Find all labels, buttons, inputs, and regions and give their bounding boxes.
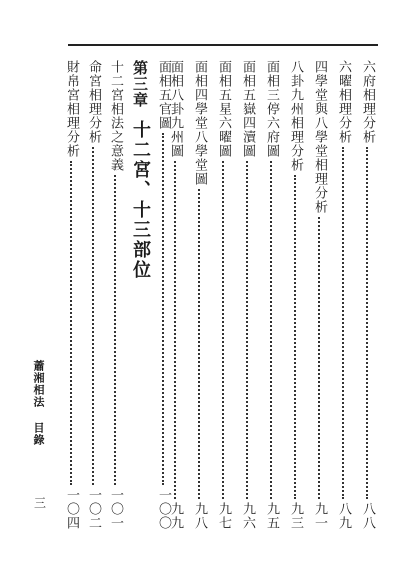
toc-entry-page: 八八 [360,502,375,530]
toc-entry[interactable] [284,60,306,530]
toc-entry-label: 面相五星六曜圖 [216,60,231,158]
toc-entry-page: 九九 [168,502,183,530]
toc-entry[interactable] [308,60,330,530]
toc-entry-label: 面相五嶽四瀆圖 [240,60,255,158]
toc-entry[interactable] [104,60,126,530]
toc-entry-page: 九八 [192,502,207,530]
toc-leader [70,161,72,485]
toc-entry-page: 一〇二 [86,488,101,530]
chapter-title: 十二宮、十三部位 [130,120,151,280]
folio-number: 三 [34,496,47,510]
running-head-book: 蕭湘相法 [32,360,45,408]
toc-entry-page: 九六 [240,502,255,530]
toc-leader [92,147,94,485]
header-rule [68,44,378,46]
toc-entry[interactable] [188,60,210,530]
toc-leader [342,147,344,499]
toc-entry[interactable] [152,60,174,530]
toc-entry[interactable] [82,60,104,530]
toc-entry-label: 面相三停六府圖 [264,60,279,158]
toc-entry[interactable] [212,60,234,530]
toc-entry-label: 財帛宮相理分析 [64,60,79,158]
toc-entry-label: 面相四學堂八學堂圖 [192,60,207,186]
toc-leader [198,189,200,499]
toc-entry-label: 六府相理分析 [360,60,375,144]
toc-entry-page: 九一 [312,502,327,530]
toc-leader [270,161,272,499]
toc-leader [366,147,368,499]
toc-entry-label: 十二宮相法之意義 [108,60,123,172]
toc-entry-page: 一〇〇 [156,488,171,530]
toc-entry-label: 面相八卦九州圖 [168,60,183,158]
toc-entry[interactable] [332,60,354,530]
toc-entry-page: 九五 [264,502,279,530]
toc-entry[interactable] [260,60,282,530]
toc-entry[interactable] [60,60,82,530]
toc-entry[interactable] [356,60,378,530]
toc-entry-page: 八九 [336,502,351,530]
toc-entry[interactable] [236,60,258,530]
running-head [30,360,46,446]
toc-entry-label: 命宮相理分析 [86,60,101,144]
running-head-section: 目錄 [32,422,45,446]
toc-entry-page: 一〇四 [64,488,79,530]
toc-leader [318,217,320,499]
chapter-heading [128,60,152,530]
toc-entry-label: 四學堂與八學堂相理分析 [312,60,327,214]
toc-leader [294,175,296,499]
toc-leader [222,161,224,499]
toc-leader [114,175,116,485]
toc-leader [162,133,164,485]
toc-entry-label: 八卦九州相理分析 [288,60,303,172]
toc-entry-label: 六曜相理分析 [336,60,351,144]
toc-entry-label: 面相五官圖 [156,60,171,130]
toc-leader [246,161,248,499]
chapter-number: 第三章 [131,60,149,108]
toc-entry-page: 九七 [216,502,231,530]
toc-leader [174,161,176,499]
toc-entry-page: 九三 [288,502,303,530]
toc-entry-page: 一〇一 [108,488,123,530]
